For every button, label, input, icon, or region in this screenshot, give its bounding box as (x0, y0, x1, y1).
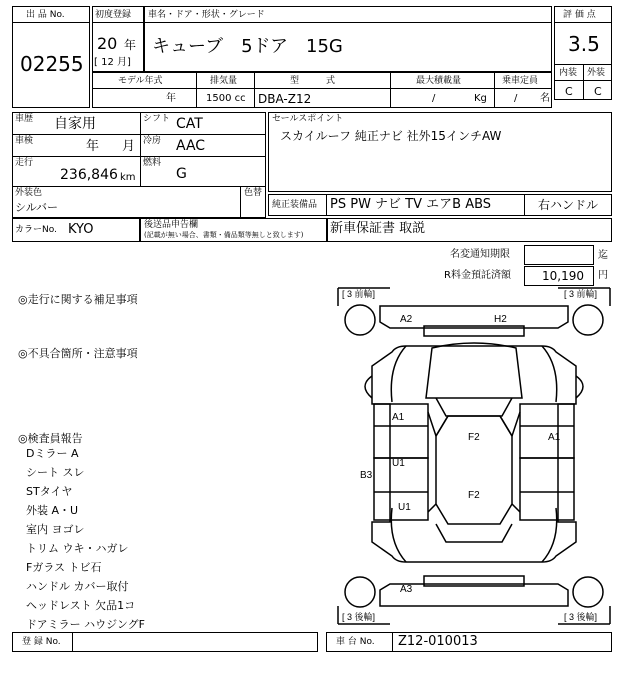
chassis-no: Z12-010013 (398, 634, 478, 649)
exterior-color: シルバー (15, 201, 58, 214)
mark-front-bumper-left: A2 (400, 314, 413, 325)
mark-left-door-front: U1 (392, 458, 405, 469)
inspector-line: ドアミラー ハウジングF (26, 618, 145, 631)
tire-label: [ 3 後輪] (564, 612, 598, 622)
equipment: PS PW ナビ TV エアB ABS (330, 197, 492, 212)
inspection-label: 車検 (15, 136, 34, 146)
ac-value: AAC (176, 138, 206, 154)
name-change-box (524, 245, 594, 265)
mark-left-door-rear: U1 (398, 502, 411, 513)
equipment-label: 純正装備品 (272, 200, 318, 210)
inspector-line: シート スレ (26, 466, 85, 479)
inspector-line: トリム ウキ・ハガレ (26, 542, 129, 555)
color-no-label: カラーNo. (15, 225, 57, 235)
overall-score: 3.5 (568, 32, 600, 56)
max-load-unit: Kg (474, 93, 487, 104)
registration-year: 20 (97, 34, 118, 53)
shift-value: CAT (176, 116, 203, 132)
mark-front-bumper-right: H2 (494, 314, 507, 325)
defect-notes-heading: ◎不具合箇所・注意事項 (18, 347, 138, 360)
fuel-value: G (176, 166, 187, 182)
recycle-value: 10,190 (542, 269, 584, 283)
interior-grade: C (565, 85, 573, 98)
inspector-line: Fガラス トビ石 (26, 561, 102, 574)
inspector-line: Dミラー A (26, 447, 79, 460)
mark-rear-glass: F2 (468, 490, 480, 501)
capacity-value: / (514, 93, 518, 104)
displacement: 1500 cc (206, 93, 246, 104)
chassis-no-label: 車 台 No. (336, 637, 375, 647)
mileage-unit: km (120, 172, 136, 183)
max-load-label: 最大積載量 (416, 76, 462, 86)
mileage-value: 236,846 (60, 167, 118, 183)
tire-label: [ 3 前輪] (342, 289, 376, 299)
score-label: 評 価 点 (563, 10, 596, 20)
exterior-grade: C (594, 85, 602, 98)
mark-right-front: A1 (548, 432, 561, 443)
inspector-line: STタイヤ (26, 485, 73, 498)
name-change-unit: 迄 (598, 250, 608, 261)
history-value: 自家用 (54, 116, 96, 132)
capacity-label: 乗車定員 (502, 76, 539, 86)
ac-label: 冷房 (143, 136, 162, 146)
registration-year-suffix: 年 (124, 38, 137, 52)
registration-month: [ 12 月] (94, 57, 131, 68)
exterior-color-label: 外装色 (15, 188, 43, 198)
color-change-label: 色替 (244, 188, 263, 198)
inspector-line: 室内 ヨゴレ (26, 523, 85, 536)
capacity-unit: 名 (540, 93, 550, 104)
mark-rear-bumper: A3 (400, 584, 413, 595)
inspector-line: ハンドル カバー取付 (26, 580, 129, 593)
mark-hood: F2 (468, 432, 480, 443)
fuel-label: 燃料 (143, 158, 162, 168)
model-type-label: 型 式 (290, 76, 336, 86)
model-year-unit: 年 (166, 93, 176, 104)
sales-point: スカイルーフ 純正ナビ 社外15インチAW (280, 129, 502, 143)
vehicle-name: キューブ 5ドア 15G (152, 36, 343, 57)
warranty: 新車保証書 取説 (330, 221, 426, 236)
recycle-unit: 円 (598, 270, 608, 281)
recycle-label: R料金預託済額 (444, 270, 511, 281)
mark-left-front: A1 (392, 412, 405, 423)
name-change-label: 名変通知期限 (450, 249, 510, 260)
exterior-grade-label: 外装 (587, 68, 606, 78)
sales-point-box (268, 112, 612, 192)
aftermarket-note: (記載が無い場合、書類・備品類等無しと致します) (144, 231, 304, 239)
max-load-value: / (432, 93, 436, 104)
registration-no-label: 登 録 No. (22, 637, 61, 647)
vehicle-name-label: 車名・ドア・形状・グレード (148, 10, 265, 20)
inspector-report-list (26, 444, 145, 634)
model-year-label: モデル年式 (118, 76, 163, 86)
displacement-label: 排気量 (210, 76, 238, 86)
history-label: 車歴 (15, 114, 34, 124)
tire-label: [ 3 前輪] (564, 289, 598, 299)
tire-label: [ 3 後輪] (342, 612, 376, 622)
car-damage-diagram (336, 286, 612, 626)
mark-left-rear: B3 (360, 470, 373, 481)
first-registration-label: 初度登録 (95, 10, 132, 20)
mileage-label: 走行 (15, 158, 34, 168)
model-type: DBA-Z12 (258, 92, 312, 106)
inspector-report-heading: ◎検査員報告 (18, 432, 83, 445)
lot-number-label: 出 品 No. (26, 10, 65, 20)
steering-side: 右ハンドル (538, 198, 599, 212)
inspection-month: 月 (122, 139, 136, 154)
driving-notes-heading: ◎走行に関する補足事項 (18, 293, 138, 306)
sales-point-label: セールスポイント (272, 114, 344, 124)
color-no: KYO (68, 222, 94, 237)
shift-label: シフト (143, 114, 171, 124)
lot-number: 02255 (20, 52, 84, 76)
aftermarket-label: 後送品申告欄 (144, 220, 199, 230)
inspection-year: 年 (86, 139, 100, 154)
interior-grade-label: 内装 (559, 68, 578, 78)
inspector-line: 外装 A・U (26, 504, 79, 517)
inspector-line: ヘッドレスト 欠品1コ (26, 599, 136, 612)
